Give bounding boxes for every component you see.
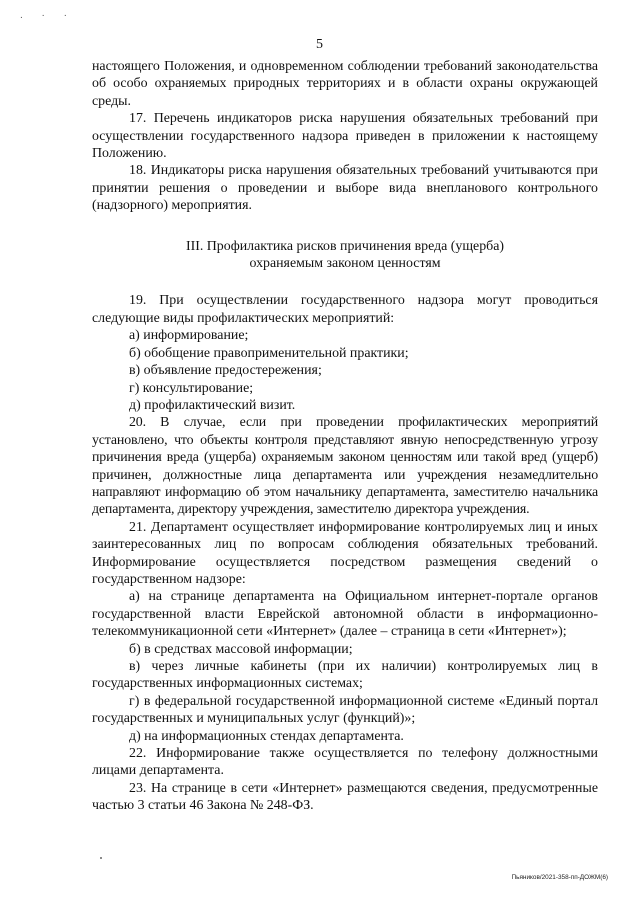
paragraph-19-intro: 19. При осуществлении государственного надзора могут проводиться следующие виды профилактических мероприятий: bbox=[92, 293, 598, 326]
list-item-21e: д) на информационных стендах департамента. bbox=[129, 728, 404, 744]
list-item-21a: а) на странице департамента на Официальном интернет-портале органов государственной власти Еврейской автономной области в информационно-телекоммуникационной сети «Интернет» (далее – страница в сети «Интернет»); bbox=[92, 589, 598, 640]
list-item-19e: д) профилактический визит. bbox=[129, 397, 296, 413]
paragraph-17: 17. Перечень индикаторов риска нарушения обязательных требований при осуществлении государственного надзора приведен в приложении к настоящему Положению. bbox=[92, 111, 598, 162]
list-item-21b: б) в средствах массовой информации; bbox=[129, 641, 353, 657]
paragraph-22: 22. Информирование также осуществляется по телефону должностными лицами департамента. bbox=[92, 746, 598, 779]
scan-dot bbox=[100, 857, 102, 859]
scan-marks: . · · bbox=[20, 10, 75, 21]
footer-document-code: Пьяников/2021-358-пп-ДОЖМ(6) bbox=[511, 874, 608, 881]
section-title-line2: охраняемым законом ценностям bbox=[249, 256, 441, 272]
page-number: 5 bbox=[316, 37, 323, 52]
list-item-19a: а) информирование; bbox=[129, 328, 249, 344]
paragraph-23: 23. На странице в сети «Интернет» размещаются сведения, предусмотренные частью 3 статьи 46 Закона № 248-ФЗ. bbox=[92, 780, 598, 814]
list-item-19d: г) консультирование; bbox=[129, 380, 254, 396]
section-title-line1: III. Профилактика рисков причинения вреда (ущерба) bbox=[185, 238, 505, 254]
list-item-19c: в) объявление предостережения; bbox=[129, 363, 322, 379]
paragraph-continuation: настоящего Положения, и одновременном соблюдении требований законодательства об особо охраняемых природных территориях и в области охраны окружающей среды. bbox=[92, 59, 598, 109]
paragraph-21-intro: 21. Департамент осуществляет информирование контролируемых лиц и иных заинтересованных лиц по вопросам соблюдения обязательных требований. Информирование осуществляется посредством размещения сведений о государственном надзоре: bbox=[92, 519, 598, 587]
list-item-19b: б) обобщение правоприменительной практики; bbox=[129, 345, 409, 361]
paragraph-20: 20. В случае, если при проведении профилактических мероприятий установлено, что объекты контроля представляют явную непосредственную угрозу причинения вреда (ущерба) охраняемым законом ценностям или такой вред (ущерб) причинен, должностные лица департамента или учреждения незамедлительно направляют информацию об этом начальнику департамента, заместителю начальника департамента, директору учреждения, заместителю директора учреждения. bbox=[92, 415, 598, 518]
list-item-21d: г) в федеральной государственной информационной системе «Единый портал государственных и муниципальных услуг (функций)»; bbox=[92, 693, 598, 727]
paragraph-18: 18. Индикаторы риска нарушения обязательных требований учитываются при принятии решения о проведении и выборе вида внепланового контрольного (надзорного) мероприятия. bbox=[92, 163, 598, 214]
document-body bbox=[92, 58, 598, 815]
list-item-21c: в) через личные кабинеты (при их наличии) контролируемых лиц в государственных информационных системах; bbox=[92, 659, 598, 692]
